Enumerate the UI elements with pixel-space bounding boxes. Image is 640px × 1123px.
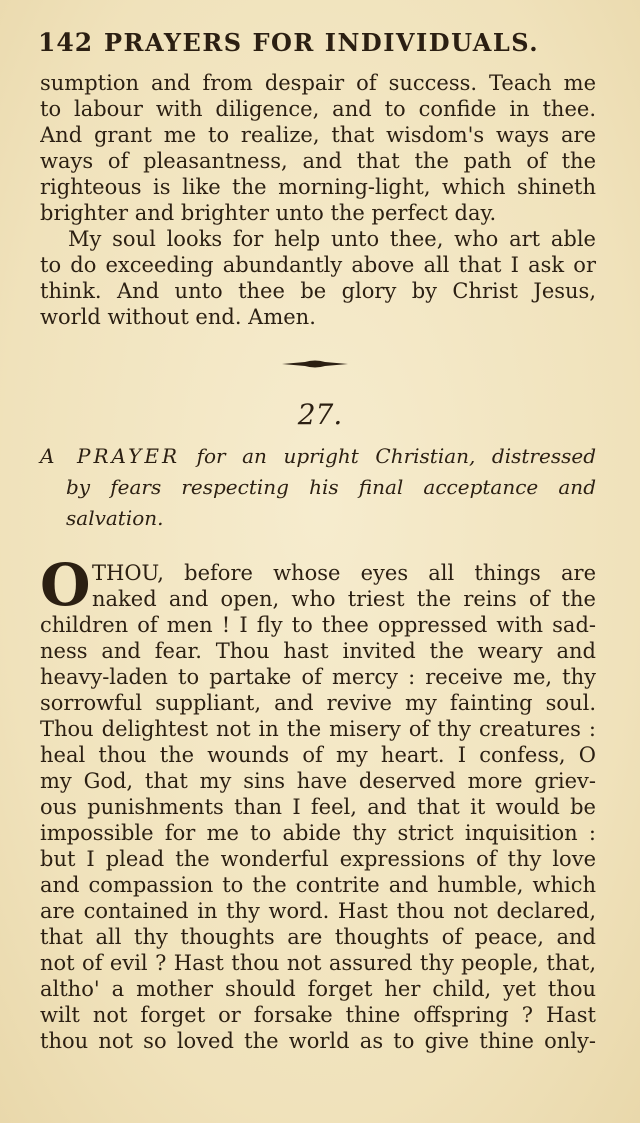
text-line: are contained in thy word. Hast thou not declared, — [40, 899, 596, 923]
text-line: think. And unto thee be glory by Christ Jesus, — [40, 279, 596, 303]
text-line: brighter and brighter unto the perfect day. — [40, 201, 497, 225]
text-line: sumption and from despair of success. Teach me — [40, 71, 596, 95]
text-line: and compassion to the contrite and humble, which — [40, 873, 596, 897]
section-number: 27. — [297, 398, 343, 431]
text-line: THOU, before whose eyes all things are — [92, 561, 596, 585]
page-number: 142 — [38, 28, 94, 57]
text-line: children of men ! I fly to thee oppressed with sad- — [40, 613, 596, 637]
text-line: heal thou the wounds of my heart. I confess, O — [40, 743, 596, 767]
title-line: salvation. — [66, 506, 164, 530]
text-line: thou not so loved the world as to give thine only- — [40, 1029, 596, 1053]
text-line: ous punishments than I feel, and that it would be — [40, 795, 596, 819]
text-line: impossible for me to abide thy strict inquisition : — [40, 821, 596, 845]
text-line: altho' a mother should forget her child, yet thou — [40, 977, 596, 1001]
text-line: My soul looks for help unto thee, who art able — [68, 227, 596, 251]
prayer-body — [40, 551, 596, 1054]
text-line: naked and open, who triest the reins of the — [92, 587, 596, 611]
text-line: righteous is like the morning-light, which shineth — [40, 175, 596, 199]
text-line: sorrowful suppliant, and revive my fainting soul. — [40, 691, 596, 715]
text-line: wilt not forget or forsake thine offspring ? Hast — [40, 1003, 596, 1027]
section-title — [40, 441, 596, 534]
text-line: heavy-laden to partake of mercy : receive me, thy — [40, 665, 596, 689]
text-line: to labour with diligence, and to confide in thee. — [40, 97, 596, 121]
text-line: not of evil ? Hast thou not assured thy people, that, — [40, 951, 596, 975]
text-line: but I plead the wonderful expressions of thy love — [40, 847, 596, 871]
text-line: that all thy thoughts are thoughts of peace, and — [40, 925, 596, 949]
continuation-paragraph — [40, 70, 596, 330]
running-head: PRAYERS FOR INDIVIDUALS. — [104, 28, 540, 57]
text-line: Thou delightest not in the misery of thy creatures : — [40, 717, 596, 741]
title-line: by fears respecting his final acceptance and — [66, 475, 596, 499]
text-line: world without end. Amen. — [40, 305, 316, 329]
title-line — [40, 441, 596, 472]
title-rest: for an upright Christian, distressed — [180, 444, 596, 468]
text-line: my God, that my sins have deserved more griev- — [40, 769, 596, 793]
text-line: to do exceeding abundantly above all that I ask or — [40, 253, 596, 277]
ornamental-rule — [280, 357, 350, 371]
text-line: ness and fear. Thou hast invited the weary and — [40, 639, 596, 663]
text-line: And grant me to realize, that wisdom's ways are — [40, 123, 596, 147]
title-lead: A PRAYER — [40, 444, 181, 468]
page-header — [38, 28, 598, 62]
drop-cap: O — [40, 551, 91, 619]
text-line: ways of pleasantness, and that the path of the — [40, 149, 596, 173]
